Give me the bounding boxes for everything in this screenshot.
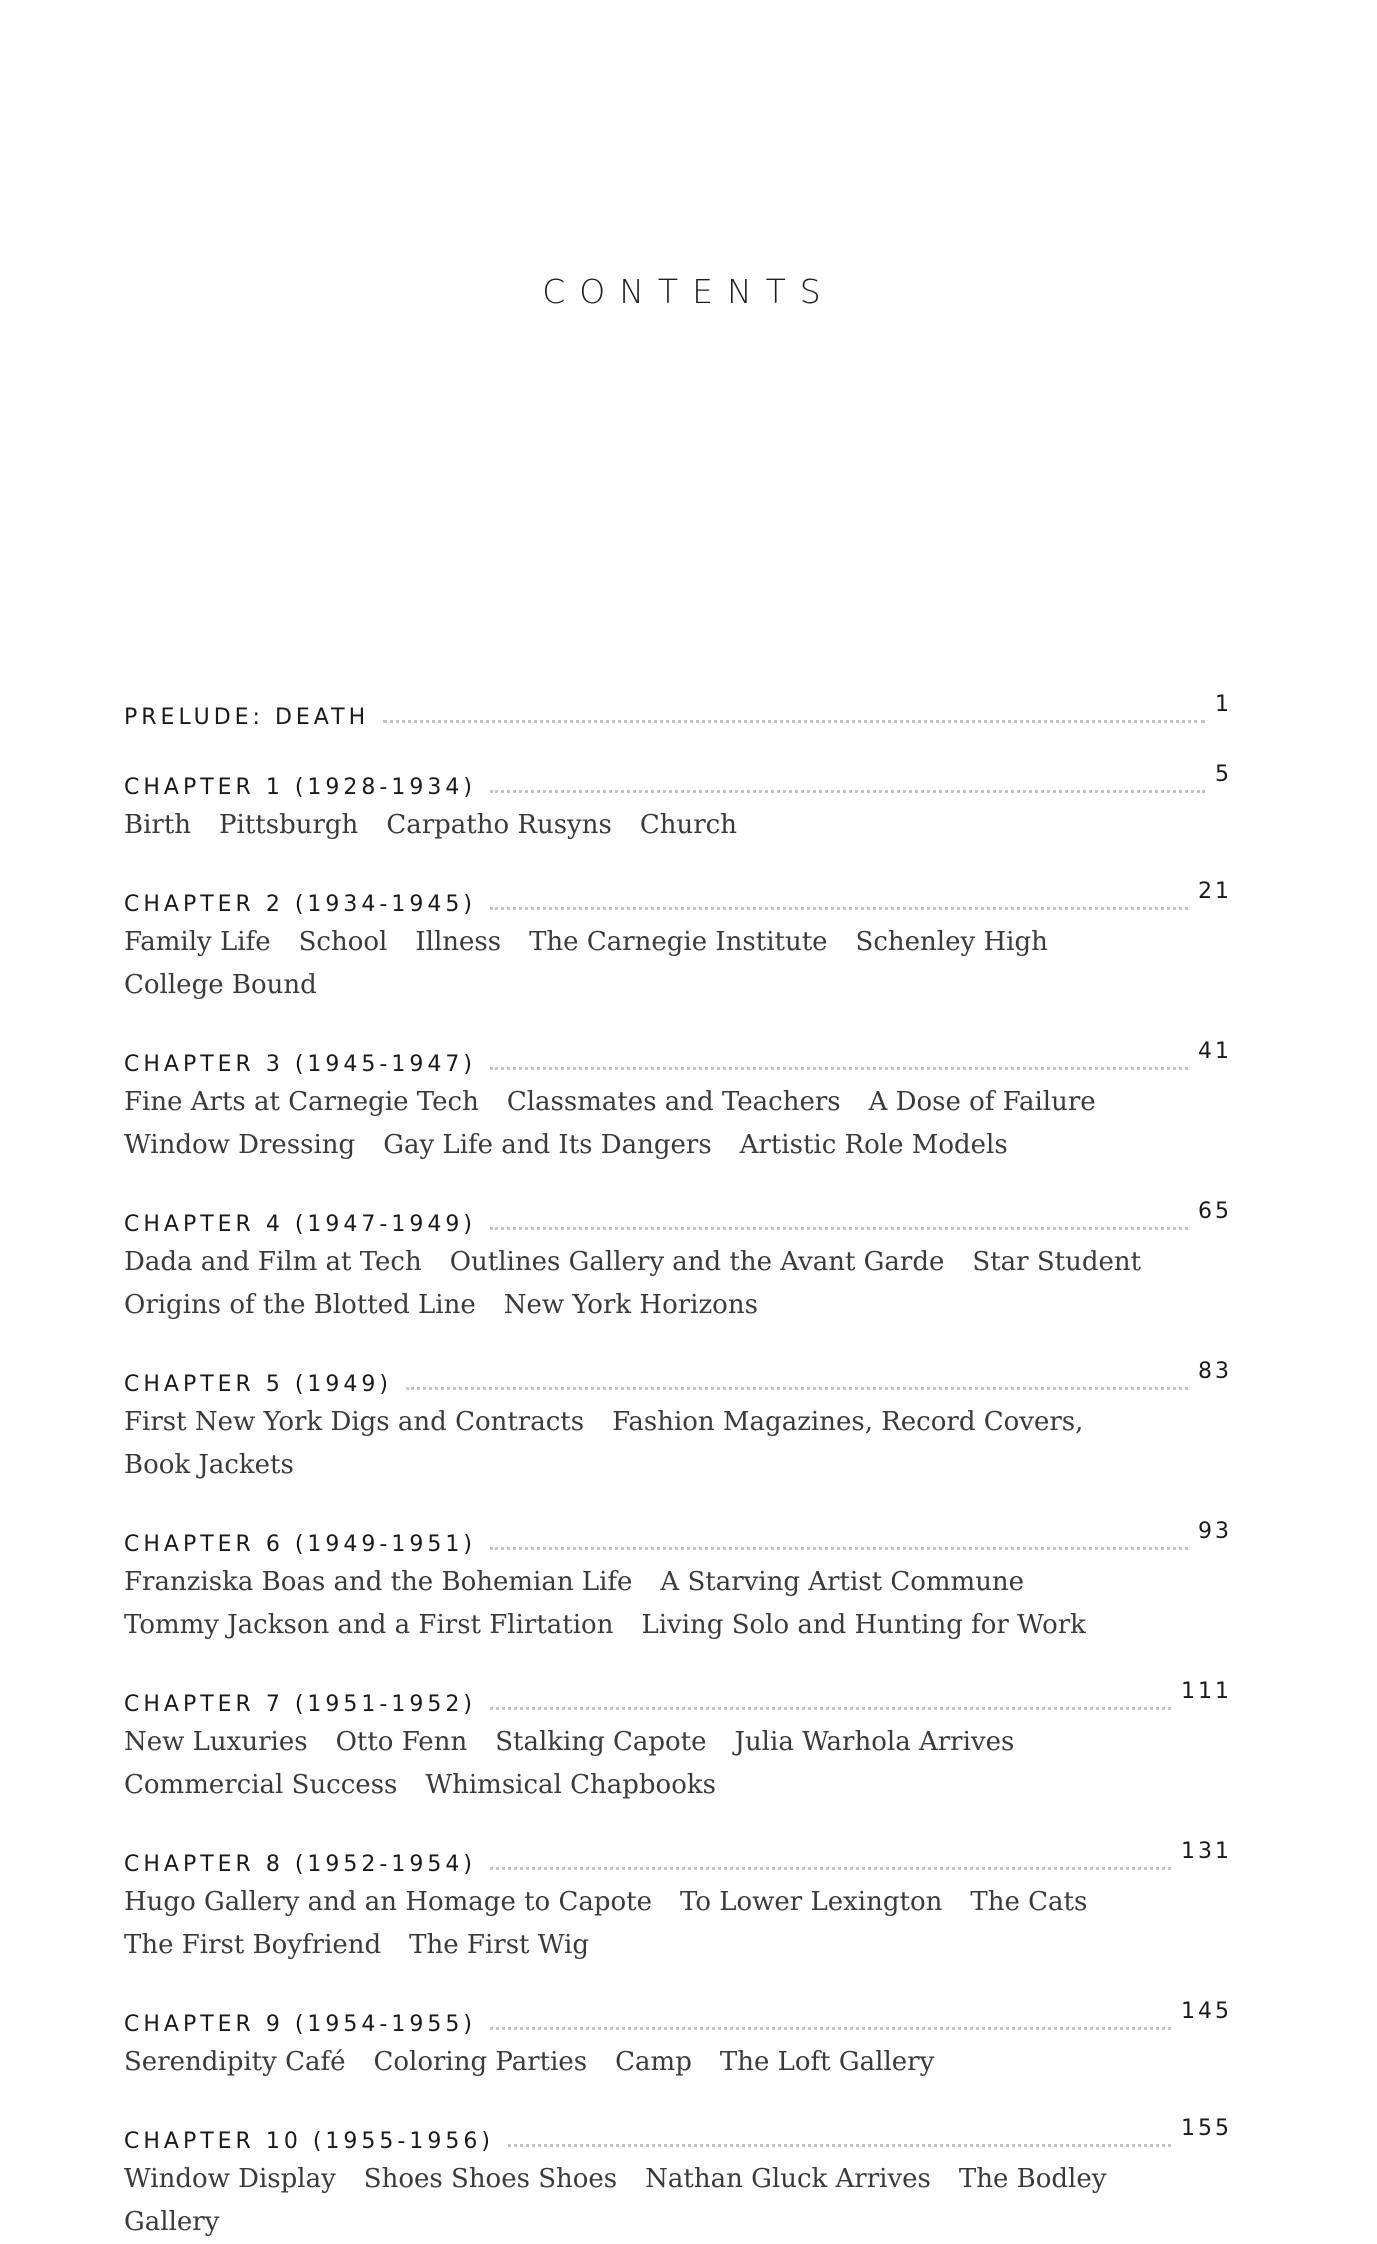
toc-heading-row xyxy=(124,760,1232,800)
chapter-heading: CHAPTER 1 (1928-1934) xyxy=(124,775,476,800)
dot-leader xyxy=(490,1227,1188,1230)
topic-line xyxy=(124,1284,1232,1327)
toc-heading-row xyxy=(124,1997,1232,2037)
chapter-heading: CHAPTER 3 (1945-1947) xyxy=(124,1052,476,1077)
page-number: 65 xyxy=(1198,1199,1232,1224)
topic-item: Coloring Parties xyxy=(373,2047,588,2077)
topic-line xyxy=(124,1881,1232,1924)
topic-item: Serendipity Café xyxy=(124,2047,346,2077)
chapter-topics xyxy=(124,2037,1232,2084)
toc-heading-row xyxy=(124,2114,1232,2154)
dot-leader xyxy=(383,720,1205,723)
topic-item: Hugo Gallery and an Homage to Capote xyxy=(124,1887,652,1917)
toc-heading-row xyxy=(124,1837,1232,1877)
topic-item: Window Dressing xyxy=(124,1130,356,1160)
dot-leader xyxy=(490,907,1188,910)
chapter-topics xyxy=(124,800,1232,847)
topic-item: Whimsical Chapbooks xyxy=(425,1770,716,1800)
topic-item: Classmates and Teachers xyxy=(506,1087,841,1117)
page-number: 93 xyxy=(1198,1519,1232,1544)
topic-item: To Lower Lexington xyxy=(680,1887,943,1917)
topic-line xyxy=(124,2158,1232,2201)
topic-item: New York Horizons xyxy=(503,1290,758,1320)
chapter-heading: CHAPTER 4 (1947-1949) xyxy=(124,1212,476,1237)
topic-item: New Luxuries xyxy=(124,1727,308,1757)
topic-line xyxy=(124,2201,1232,2244)
page-number: 111 xyxy=(1181,1679,1232,1704)
table-of-contents xyxy=(124,660,1232,2244)
topic-item: Commercial Success xyxy=(124,1770,398,1800)
chapter-topics xyxy=(124,1557,1232,1647)
topic-item: Camp xyxy=(615,2047,692,2077)
topic-item: The First Wig xyxy=(409,1930,589,1960)
topic-item: School xyxy=(298,927,388,957)
topic-item: A Starving Artist Commune xyxy=(660,1567,1025,1597)
topic-item: Window Display xyxy=(124,2164,336,2194)
toc-entry xyxy=(124,877,1232,1007)
topic-line xyxy=(124,1241,1232,1284)
topic-item: Julia Warhola Arrives xyxy=(734,1727,1015,1757)
topic-item: Fashion Magazines, Record Covers, xyxy=(612,1407,1084,1437)
toc-heading-row xyxy=(124,1357,1232,1397)
topic-item: Outlines Gallery and the Avant Garde xyxy=(449,1247,945,1277)
dot-leader xyxy=(508,2144,1171,2147)
topic-item: Origins of the Blotted Line xyxy=(124,1290,476,1320)
toc-heading-row xyxy=(124,690,1232,730)
toc-heading-row xyxy=(124,1517,1232,1557)
chapter-topics xyxy=(124,2154,1232,2244)
topic-item: The Cats xyxy=(970,1887,1088,1917)
topic-item: Church xyxy=(639,810,737,840)
topic-line xyxy=(124,1764,1232,1807)
page-number: 83 xyxy=(1198,1359,1232,1384)
chapter-topics xyxy=(124,1397,1232,1487)
chapter-heading: CHAPTER 2 (1934-1945) xyxy=(124,892,476,917)
toc-entry xyxy=(124,1997,1232,2084)
chapter-heading: CHAPTER 5 (1949) xyxy=(124,1372,392,1397)
toc-entry xyxy=(124,1517,1232,1647)
topic-item: Shoes Shoes Shoes xyxy=(363,2164,618,2194)
topic-item: Artistic Role Models xyxy=(739,1130,1008,1160)
toc-heading-row xyxy=(124,1037,1232,1077)
dot-leader xyxy=(490,1067,1188,1070)
dot-leader xyxy=(490,790,1205,793)
topic-line xyxy=(124,1081,1232,1124)
topic-line xyxy=(124,1444,1232,1487)
topic-item: Illness xyxy=(415,927,502,957)
toc-heading-row xyxy=(124,1197,1232,1237)
chapter-topics xyxy=(124,1077,1232,1167)
topic-item: Gay Life and Its Dangers xyxy=(383,1130,712,1160)
topic-item: Living Solo and Hunting for Work xyxy=(641,1610,1086,1640)
topic-item: The First Boyfriend xyxy=(124,1930,382,1960)
topic-line xyxy=(124,1561,1232,1604)
topic-item: College Bound xyxy=(124,970,317,1000)
toc-entry xyxy=(124,760,1232,847)
page-number: 41 xyxy=(1198,1039,1232,1064)
toc-entry xyxy=(124,1037,1232,1167)
topic-item: Nathan Gluck Arrives xyxy=(645,2164,931,2194)
chapter-topics xyxy=(124,917,1232,1007)
topic-item: Birth xyxy=(124,810,192,840)
chapter-heading: CHAPTER 10 (1955-1956) xyxy=(124,2129,494,2154)
page-number: 1 xyxy=(1215,692,1232,717)
topic-line xyxy=(124,2041,1232,2084)
dot-leader xyxy=(490,1707,1171,1710)
toc-entry xyxy=(124,1677,1232,1807)
topic-item: Carpatho Rusyns xyxy=(386,810,612,840)
toc-heading-row xyxy=(124,1677,1232,1717)
topic-line xyxy=(124,1924,1232,1967)
toc-entry xyxy=(124,2114,1232,2244)
toc-entry xyxy=(124,1357,1232,1487)
chapter-heading: CHAPTER 9 (1954-1955) xyxy=(124,2012,476,2037)
topic-item: The Carnegie Institute xyxy=(529,927,828,957)
dot-leader xyxy=(490,2027,1171,2030)
chapter-topics xyxy=(124,1717,1232,1807)
topic-line xyxy=(124,804,1232,847)
chapter-heading: PRELUDE: DEATH xyxy=(124,705,370,730)
chapter-heading: CHAPTER 7 (1951-1952) xyxy=(124,1692,476,1717)
topic-item: Franziska Boas and the Bohemian Life xyxy=(124,1567,633,1597)
page-number: 131 xyxy=(1181,1839,1232,1864)
toc-entry xyxy=(124,690,1232,730)
dot-leader xyxy=(490,1867,1171,1870)
page-number: 155 xyxy=(1181,2116,1232,2141)
topic-item: Stalking Capote xyxy=(495,1727,707,1757)
topic-item: Pittsburgh xyxy=(219,810,359,840)
chapter-heading: CHAPTER 8 (1952-1954) xyxy=(124,1852,476,1877)
page-number: 5 xyxy=(1215,762,1232,787)
page-number: 21 xyxy=(1198,879,1232,904)
dot-leader xyxy=(406,1387,1188,1390)
topic-line xyxy=(124,1124,1232,1167)
topic-item: The Loft Gallery xyxy=(719,2047,935,2077)
topic-item: Dada and Film at Tech xyxy=(124,1247,422,1277)
topic-item: Star Student xyxy=(972,1247,1142,1277)
toc-entry xyxy=(124,1197,1232,1327)
topic-item: Fine Arts at Carnegie Tech xyxy=(124,1087,479,1117)
topic-line xyxy=(124,921,1232,964)
chapter-heading: CHAPTER 6 (1949-1951) xyxy=(124,1532,476,1557)
topic-item: The Bodley xyxy=(958,2164,1107,2194)
topic-line xyxy=(124,964,1232,1007)
topic-item: Gallery xyxy=(124,2207,220,2237)
chapter-topics xyxy=(124,1237,1232,1327)
topic-item: First New York Digs and Contracts xyxy=(124,1407,585,1437)
chapter-topics xyxy=(124,1877,1232,1967)
dot-leader xyxy=(490,1547,1188,1550)
toc-heading-row xyxy=(124,877,1232,917)
page-title: CONTENTS xyxy=(542,272,835,311)
topic-item: A Dose of Failure xyxy=(868,1087,1096,1117)
page-number: 145 xyxy=(1181,1999,1232,2024)
topic-item: Family Life xyxy=(124,927,271,957)
topic-line xyxy=(124,1401,1232,1444)
toc-entry xyxy=(124,1837,1232,1967)
topic-item: Tommy Jackson and a First Flirtation xyxy=(124,1610,614,1640)
topic-item: Schenley High xyxy=(855,927,1048,957)
topic-item: Otto Fenn xyxy=(335,1727,468,1757)
topic-line xyxy=(124,1721,1232,1764)
topic-line xyxy=(124,1604,1232,1647)
topic-item: Book Jackets xyxy=(124,1450,294,1480)
